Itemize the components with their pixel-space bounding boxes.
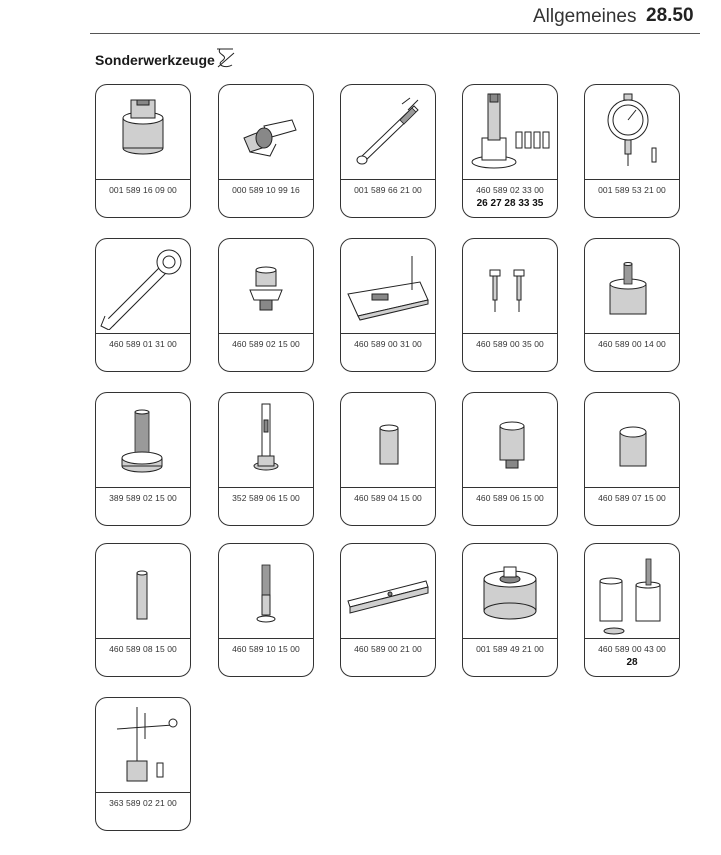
model-codes: 28 — [626, 657, 638, 668]
tool-card[interactable] — [584, 84, 680, 218]
part-number: 460 589 00 35 00 — [476, 339, 544, 349]
part-number: 460 589 06 15 00 — [476, 493, 544, 503]
section-title: Sonderwerkzeuge — [95, 52, 215, 68]
threaded-plug-icon — [220, 240, 312, 330]
card-divider — [463, 638, 557, 639]
card-divider — [585, 487, 679, 488]
clamp-icon — [220, 86, 312, 176]
tool-card[interactable] — [340, 543, 436, 677]
tool-card[interactable] — [340, 392, 436, 526]
card-divider — [341, 638, 435, 639]
header-title: Allgemeines — [533, 6, 637, 27]
tool-card[interactable] — [95, 543, 191, 677]
part-number: 001 589 53 21 00 — [598, 185, 666, 195]
part-number: 460 589 01 31 00 — [109, 339, 177, 349]
slotted-pin-icon — [220, 394, 312, 484]
mounting-plate-icon — [342, 240, 434, 330]
part-number: 001 589 49 21 00 — [476, 644, 544, 654]
tool-card[interactable] — [462, 543, 558, 677]
card-divider — [219, 179, 313, 180]
dial-stand-icon — [97, 699, 189, 789]
card-divider — [463, 487, 557, 488]
tool-card[interactable] — [218, 543, 314, 677]
part-number: 460 589 00 14 00 — [598, 339, 666, 349]
page-header — [0, 0, 721, 40]
tool-card[interactable] — [95, 697, 191, 831]
holding-bar-icon — [342, 545, 434, 635]
knurled-pin-icon — [220, 545, 312, 635]
part-number: 460 589 02 33 00 — [476, 185, 544, 195]
cylinder-drift-icon — [342, 394, 434, 484]
tool-card[interactable] — [462, 238, 558, 372]
part-number: 001 589 16 09 00 — [109, 185, 177, 195]
tool-card[interactable] — [95, 238, 191, 372]
part-number: 389 589 02 15 00 — [109, 493, 177, 503]
part-number: 460 589 00 43 00 — [598, 644, 666, 654]
part-number: 460 589 02 15 00 — [232, 339, 300, 349]
card-divider — [585, 638, 679, 639]
tool-card[interactable] — [218, 238, 314, 372]
card-divider — [463, 333, 557, 334]
press-tool-set-icon — [586, 545, 678, 635]
part-number: 460 589 10 15 00 — [232, 644, 300, 654]
tool-card[interactable] — [584, 238, 680, 372]
tool-card[interactable] — [218, 84, 314, 218]
model-codes: 26 27 28 33 35 — [476, 198, 544, 209]
card-divider — [585, 333, 679, 334]
knurled-drift-icon — [97, 394, 189, 484]
card-divider — [463, 179, 557, 180]
tool-card[interactable] — [462, 392, 558, 526]
tool-card[interactable] — [340, 238, 436, 372]
flanged-drift-icon — [464, 394, 556, 484]
part-number: 460 589 00 31 00 — [354, 339, 422, 349]
card-divider — [585, 179, 679, 180]
part-number: 352 589 06 15 00 — [232, 493, 300, 503]
part-number: 460 589 07 15 00 — [598, 493, 666, 503]
tool-card[interactable] — [340, 84, 436, 218]
special-tool-logo-icon — [212, 45, 238, 71]
torque-wrench-icon — [342, 86, 434, 176]
rod-drift-icon — [97, 545, 189, 635]
card-divider — [219, 487, 313, 488]
card-divider — [341, 333, 435, 334]
part-number: 001 589 66 21 00 — [354, 185, 422, 195]
part-number: 000 589 10 99 16 — [232, 185, 300, 195]
tool-card[interactable] — [218, 392, 314, 526]
card-divider — [96, 179, 190, 180]
header-rule — [90, 33, 700, 34]
part-number: 460 589 04 15 00 — [354, 493, 422, 503]
card-divider — [341, 487, 435, 488]
bearing-puller-icon — [464, 545, 556, 635]
socket-icon — [97, 86, 189, 176]
card-divider — [96, 638, 190, 639]
dial-gauge-icon — [586, 86, 678, 176]
card-divider — [219, 333, 313, 334]
card-divider — [96, 333, 190, 334]
tool-card[interactable] — [462, 84, 558, 218]
tool-card[interactable] — [95, 84, 191, 218]
tool-card[interactable] — [95, 392, 191, 526]
tool-card[interactable] — [584, 392, 680, 526]
card-divider — [219, 638, 313, 639]
page-number: 28.50 — [646, 5, 694, 26]
puller-set-icon — [464, 86, 556, 176]
part-number: 460 589 08 15 00 — [109, 644, 177, 654]
ring-wrench-icon — [97, 240, 189, 330]
short-sleeve-icon — [586, 394, 678, 484]
card-divider — [96, 792, 190, 793]
tool-card[interactable] — [584, 543, 680, 677]
card-divider — [96, 487, 190, 488]
press-sleeve-icon — [586, 240, 678, 330]
part-number: 363 589 02 21 00 — [109, 798, 177, 808]
card-divider — [341, 179, 435, 180]
guide-pins-icon — [464, 240, 556, 330]
part-number: 460 589 00 21 00 — [354, 644, 422, 654]
